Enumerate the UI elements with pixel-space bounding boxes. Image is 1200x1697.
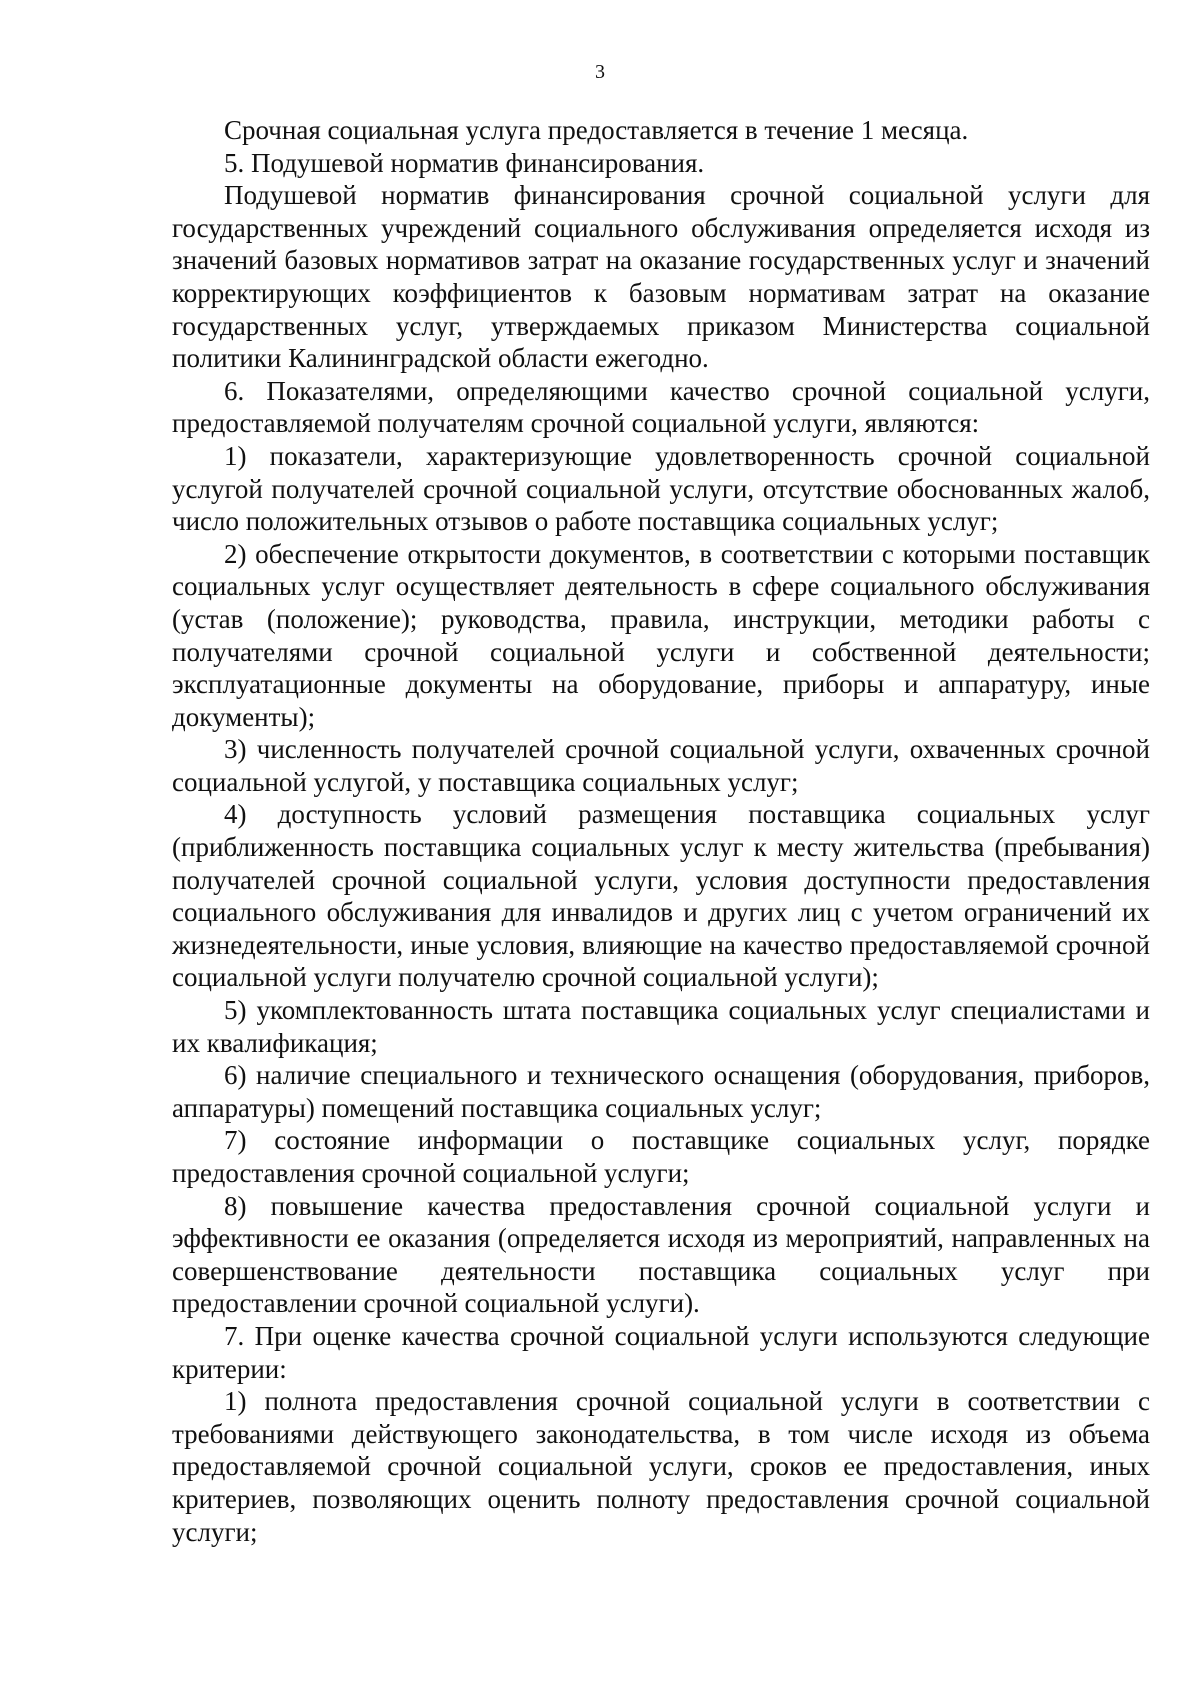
list-item-6-1: 1) показатели, характеризующие удовлетворенность срочной социальной услугой получателей срочной социальной услуги, отсутствие обоснованных жалоб, число положительных отзывов о работе поставщика социальных услуг; [172,440,1150,537]
heading-section-5: 5. Подушевой норматив финансирования. [224,147,705,178]
page-number: 3 [595,61,605,83]
list-item-6-5: 5) укомплектованность штата поставщика социальных услуг специалистами и их квалификация; [172,995,1150,1058]
list-item-6-3: 3) численность получателей срочной социальной услуги, охваченных срочной социальной услугой, у поставщика социальных услуг; [172,734,1150,797]
list-item-6-8: 8) повышение качества предоставления срочной социальной услуги и эффективности ее оказания (определяется исходя из мероприятий, направленных на совершенствование деятельности поставщика социальных услуг при предоставлении срочной социальной услуги). [172,1190,1150,1319]
paragraph-funding-norm: Подушевой норматив финансирования срочной социальной услуги для государственных учреждений социального обслуживания определяется исходя из значений базовых нормативов затрат на оказание государственных услуг и значений корректирующих коэффициентов к базовым нормативам затрат на оказание государственных услуг, утверждаемых приказом Министерства социальной политики Калининградской области ежегодно. [172,180,1150,374]
list-item-6-2: 2) обеспечение открытости документов, в соответствии с которыми поставщик социальных услуг осуществляет деятельность в сфере социального обслуживания (устав (положение); руководства, правила, инструкции, методики работы с получателями срочной социальной услуги и собственной деятельности; эксплуатационные документы на оборудование, приборы и аппаратуру, иные документы); [172,538,1150,732]
document-body [172,114,1150,1548]
list-item-6-7: 7) состояние информации о поставщике социальных услуг, порядке предоставления срочной социальной услуги; [172,1125,1150,1188]
list-item-6-4: 4) доступность условий размещения поставщика социальных услуг (приближенность поставщика социальных услуг к месту жительства (пребывания) получателей срочной социальной услуги, условия доступности предоставления социального обслуживания для инвалидов и других лиц с учетом ограничений их жизнедеятельности, иные условия, влияющие на качество предоставляемой срочной социальной услуги получателю срочной социальной услуги); [172,799,1150,993]
list-item-6-6: 6) наличие специального и технического оснащения (оборудования, приборов, аппаратуры) помещений поставщика социальных услуг; [172,1060,1150,1123]
paragraph-service-term: Срочная социальная услуга предоставляется в течение 1 месяца. [224,115,969,145]
list-item-7-1: 1) полнота предоставления срочной социальной услуги в соответствии с требованиями действующего законодательства, в том числе исходя из объема предоставляемой срочной социальной услуги, сроков ее предоставления, иных критериев, позволяющих оценить полноту предоставления срочной социальной услуги; [172,1386,1150,1547]
heading-section-6: 6. Показателями, определяющими качество срочной социальной услуги, предоставляемой получателям срочной социальной услуги, являются: [172,375,1150,439]
heading-section-7: 7. При оценке качества срочной социальной услуги используются следующие критерии: [172,1320,1150,1384]
